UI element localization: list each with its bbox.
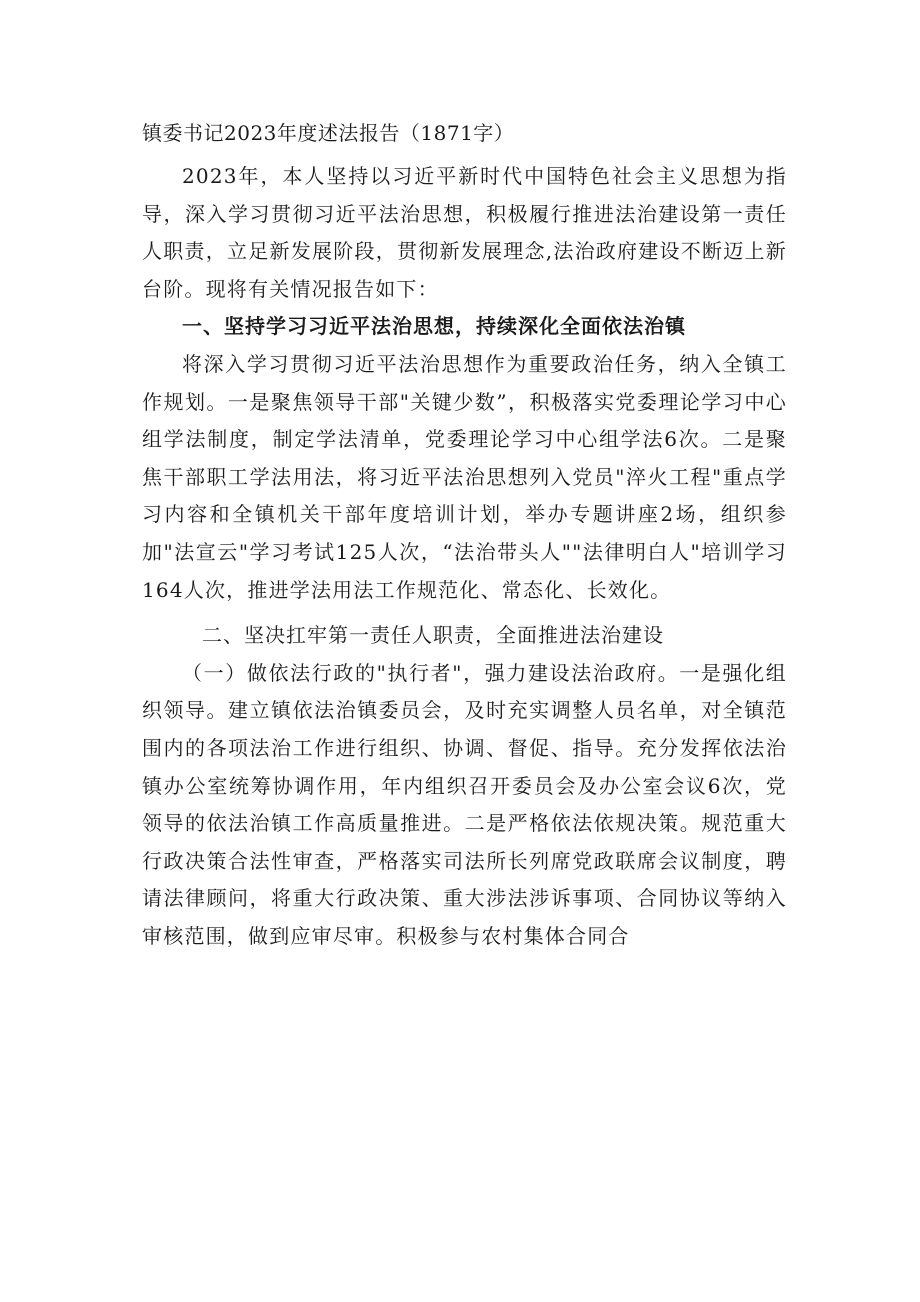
section-1-paragraph: 将深入学习贯彻习近平法治思想作为重要政治任务，纳入全镇工作规划。一是聚焦领导干部"关键少数”，积极落实党委理论学习中心组学法制度，制定学法清单，党委理论学习中心组学法6次。二是聚焦干部职工学法用法，将习近平法治思想列入党员"淬火工程"重点学习内容和全镇机关干部年度培训计划，举办专题讲座2场，组织参加"法宣云"学习考试125人次，“法治带头人""法律明白人"培训学习164人次，推进学法用法工作规范化、常态化、长效化。 xyxy=(142,351,787,602)
intro-paragraph: 2023年，本人坚持以习近平新时代中国特色社会主义思想为指导，深入学习贯彻习近平法治思想，积极履行推进法治建设第一责任人职责，立足新发展阶段，贯彻新发展理念,法治政府建设不断迈上新台阶。现将有关情况报告如下： xyxy=(142,164,787,301)
section-2-paragraph: （一）做依法行政的"执行者"，强力建设法治政府。一是强化组织领导。建立镇依法治镇委员会，及时充实调整人员名单，对全镇范围内的各项法治工作进行组织、协调、督促、指导。充分发挥依法治镇办公室统筹协调作用，年内组织召开委员会及办公室会议6次，党领导的依法治镇工作高质量推进。二是严格依法依规决策。规范重大行政决策合法性审查，严格落实司法所长列席党政联席会议制度，聘请法律顾问，将重大行政决策、重大涉法涉诉事项、合同协议等纳入审核范围，做到应审尽审。积极参与农村集体合同合 xyxy=(142,660,787,948)
section-1-heading: 一、坚持学习习近平法治思想，持续深化全面依法治镇 xyxy=(182,314,686,339)
section-2-heading: 二、坚决扛牢第一责任人职责，全面推进法治建设 xyxy=(202,623,664,648)
document-title: 镇委书记2023年度述法报告（1871字） xyxy=(142,121,515,145)
document-body xyxy=(142,116,787,955)
